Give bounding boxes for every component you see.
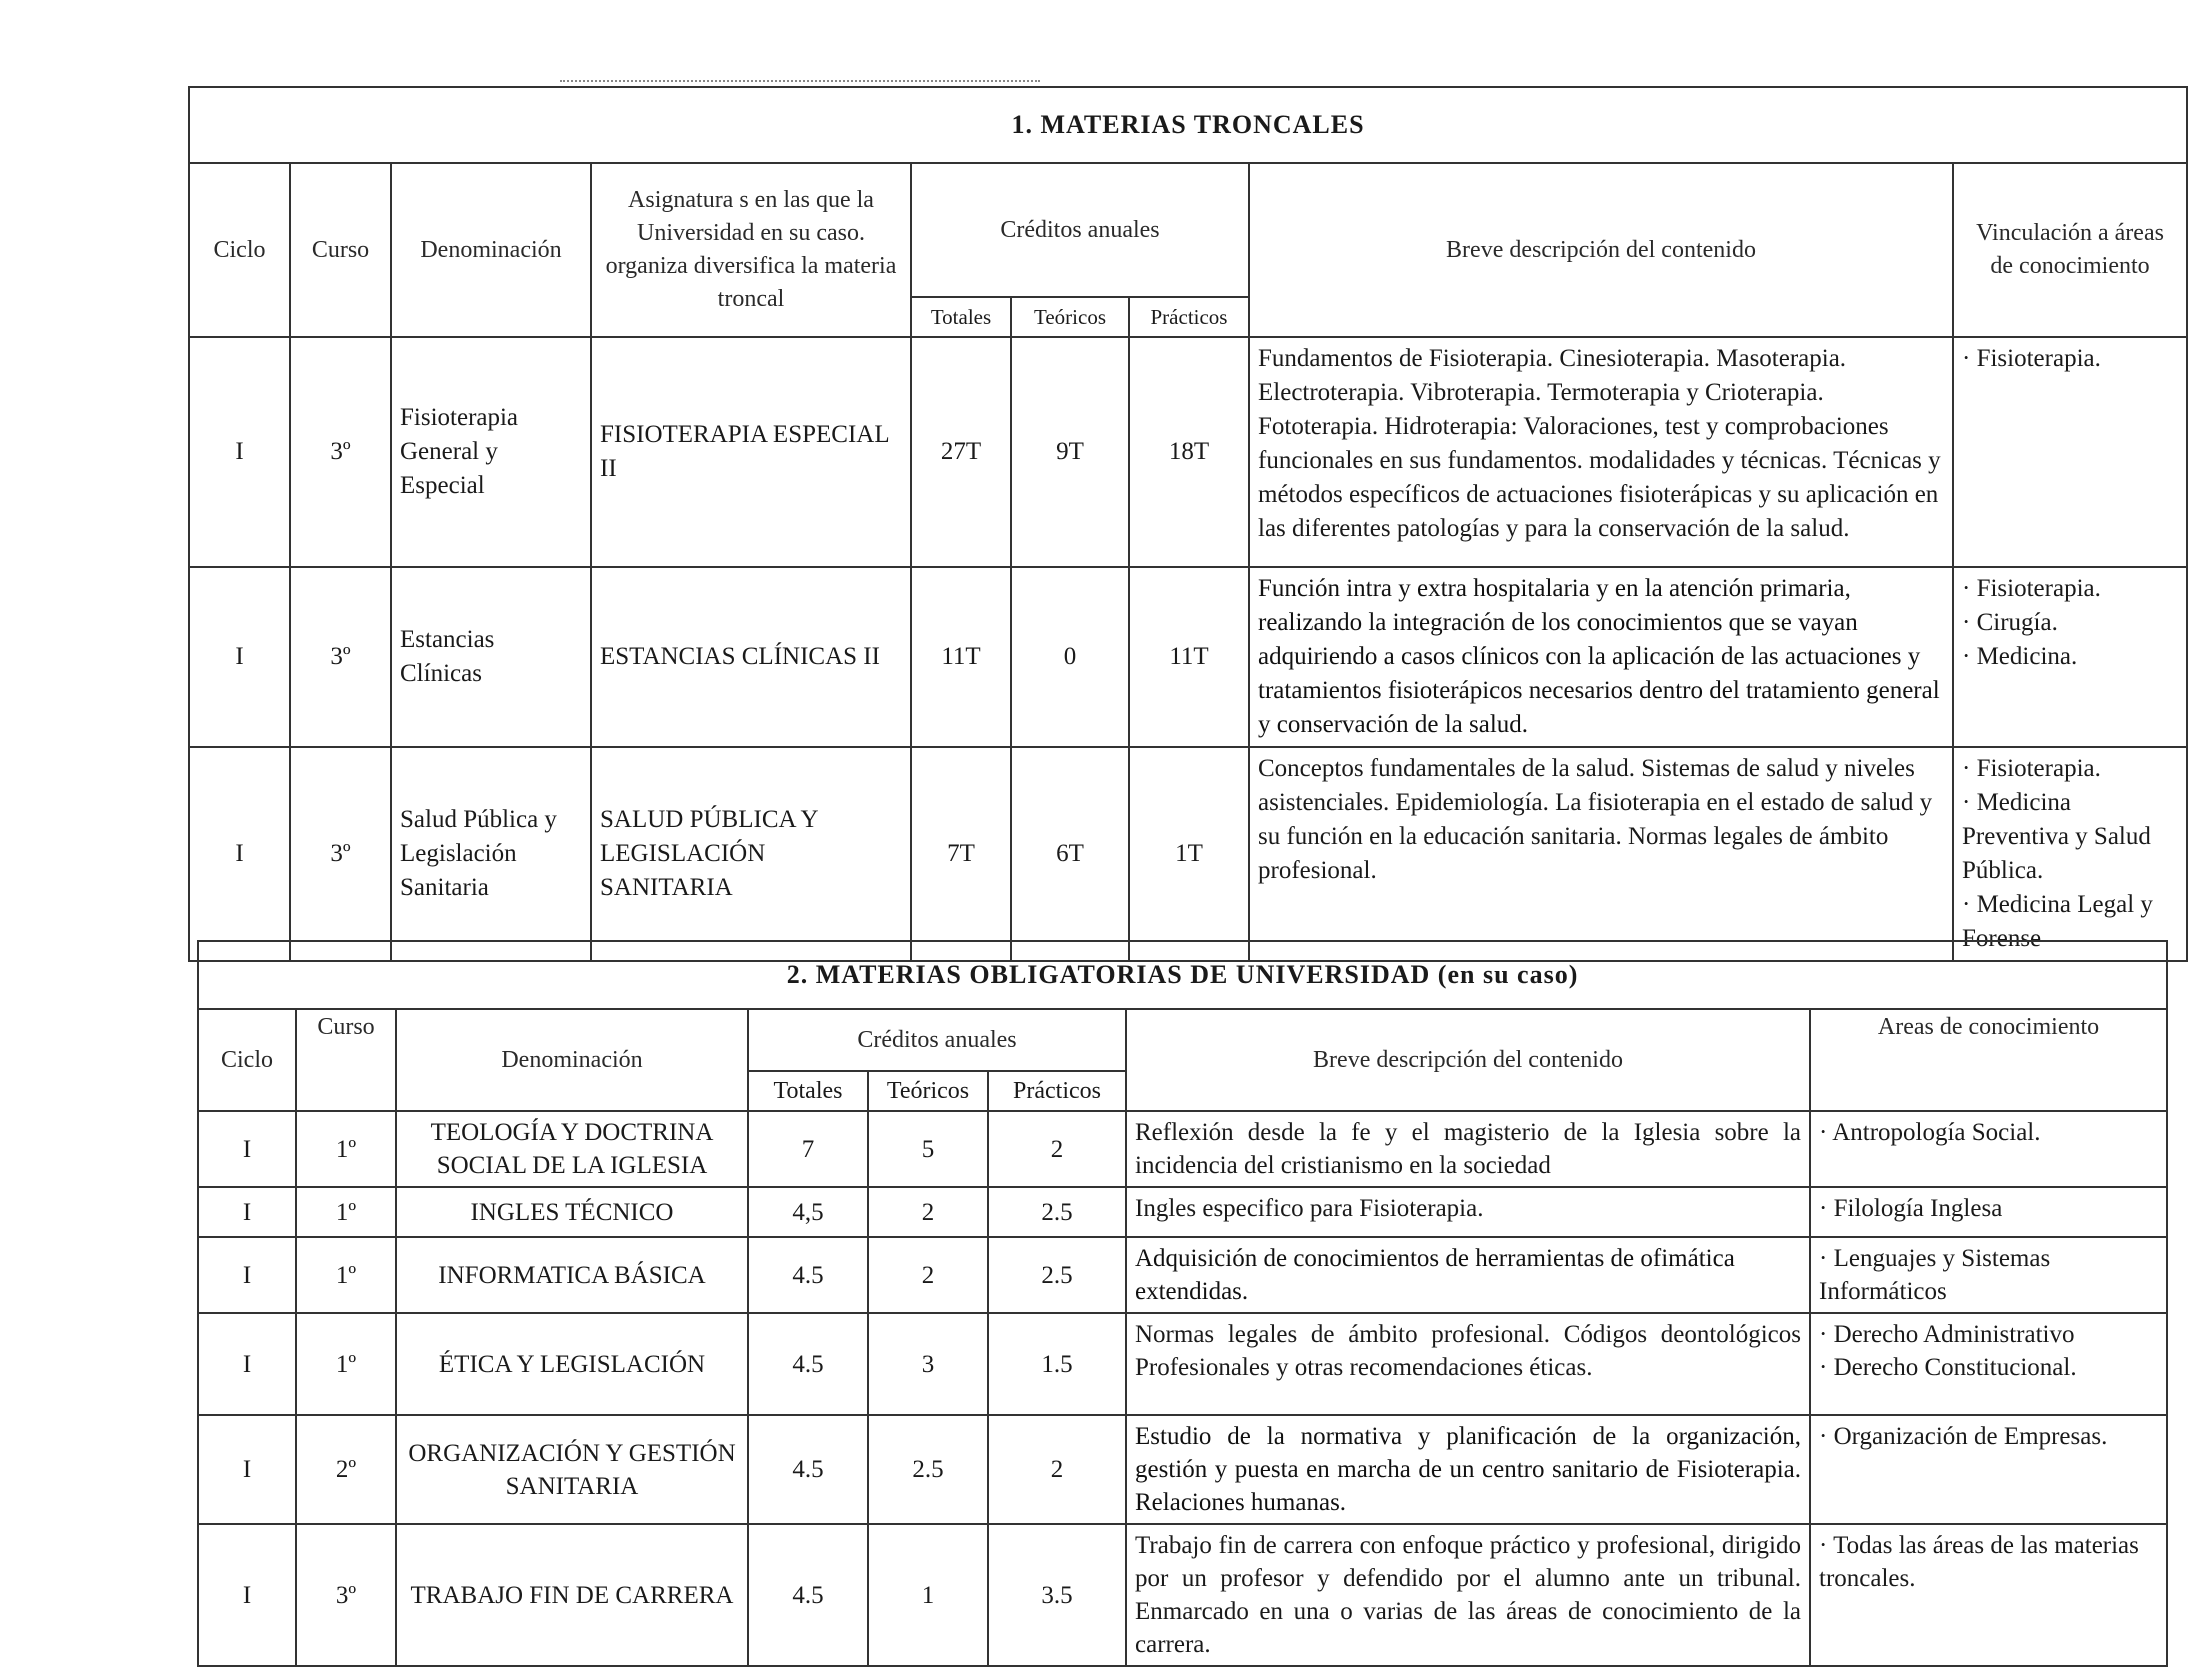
cell-practicos: 18T [1129,337,1249,567]
cell-practicos: 2 [988,1415,1126,1524]
cell-teoricos: 5 [868,1111,988,1187]
cell-practicos: 3.5 [988,1524,1126,1666]
cell-teoricos: 2.5 [868,1415,988,1524]
cell-descripcion: Normas legales de ámbito profesional. Códigos deontológicos Profesionales y otras recomendaciones éticas. [1126,1313,1810,1415]
cell-totales: 7 [748,1111,868,1187]
area-item: · Medicina Legal y Forense [1962,891,2153,952]
scan-noise-line [560,80,1040,82]
cell-practicos: 11T [1129,567,1249,747]
area-item: · Medicina Preventiva y Salud Pública. [1962,789,2151,884]
cell-teoricos: 9T [1011,337,1129,567]
cell-curso: 3º [290,337,391,567]
table-row [189,337,2187,567]
cell-descripcion: Trabajo fin de carrera con enfoque práctico y profesional, dirigido por un profesor y defendido por el alumno ante un tribunal. Enmarcado en una o varias de las áreas de conocimiento de la carrera. [1126,1524,1810,1666]
cell-descripcion: Función intra y extra hospitalaria y en la atención primaria, realizando la integración de los conocimientos que se vayan adquiriendo a casos clínicos con la aplicación de las actuaciones y tratamientos fisioterápicos necesarios dentro del tratamiento general y conservación de la salud. [1249,567,1953,747]
table-row [198,1111,2167,1187]
cell-totales: 27T [911,337,1011,567]
cell-practicos: 2.5 [988,1237,1126,1313]
cell-denominacion: ÉTICA Y LEGISLACIÓN [396,1313,748,1415]
cell-denominacion: INFORMATICA BÁSICA [396,1237,748,1313]
area-item: · Medicina. [1962,643,2078,670]
header-practicos: Prácticos [988,1071,1126,1111]
area-item: · Filología Inglesa [1819,1195,2003,1222]
cell-asignatura: FISIOTERAPIA ESPECIAL II [591,337,911,567]
cell-teoricos: 6T [1011,747,1129,961]
cell-practicos: 2 [988,1111,1126,1187]
cell-teoricos: 0 [1011,567,1129,747]
cell-areas [1953,747,2187,961]
area-item: · Derecho Constitucional. [1819,1354,2077,1381]
header-creditos: Créditos anuales [748,1009,1126,1071]
cell-areas [1810,1415,2167,1524]
header-denominacion: Denominación [391,163,591,337]
cell-asignatura: ESTANCIAS CLÍNICAS II [591,567,911,747]
cell-ciclo: I [198,1415,296,1524]
cell-ciclo: I [198,1187,296,1237]
cell-curso: 1º [296,1187,396,1237]
cell-curso: 3º [290,567,391,747]
table-row [198,1524,2167,1666]
cell-descripcion: Adquisición de conocimientos de herramientas de ofimática extendidas. [1126,1237,1810,1313]
cell-denominacion: TEOLOGÍA Y DOCTRINA SOCIAL DE LA IGLESIA [396,1111,748,1187]
cell-denominacion: Salud Pública y Legislación Sanitaria [391,747,591,961]
cell-areas [1953,337,2187,567]
section-title: 1. MATERIAS TRONCALES [189,87,2187,163]
header-areas: Areas de conocimiento [1810,1009,2167,1111]
materias-troncales-table [188,86,2188,962]
header-descripcion: Breve descripción del contenido [1126,1009,1810,1111]
cell-totales: 4.5 [748,1415,868,1524]
table-row [189,567,2187,747]
cell-denominacion: Fisioterapia General y Especial [391,337,591,567]
cell-totales: 11T [911,567,1011,747]
cell-areas [1810,1111,2167,1187]
cell-totales: 4.5 [748,1313,868,1415]
header-creditos: Créditos anuales [911,163,1249,297]
header-vinculacion: Vinculación a áreas de conocimiento [1953,163,2187,337]
header-descripcion: Breve descripción del contenido [1249,163,1953,337]
header-denominacion: Denominación [396,1009,748,1111]
cell-ciclo: I [189,337,290,567]
cell-teoricos: 2 [868,1237,988,1313]
area-item: · Derecho Administrativo [1819,1321,2075,1348]
cell-ciclo: I [189,567,290,747]
area-item: · Todas las áreas de las materias troncales. [1819,1532,2139,1592]
cell-practicos: 1.5 [988,1313,1126,1415]
cell-descripcion: Fundamentos de Fisioterapia. Cinesioterapia. Masoterapia. Electroterapia. Vibroterapia. Termoterapia y Crioterapia. Fototerapia. Hidroterapia: Valoraciones, test y comprobaciones funcionales en sus fundamentos. modalidades y técnicas. Técnicas y métodos específicos de actuaciones fisioterápicas y su aplicación en las diferentes patologías y para la conservación de la salud. [1249,337,1953,567]
cell-descripcion: Conceptos fundamentales de la salud. Sistemas de salud y niveles asistenciales. Epidemiología. La fisioterapia en el estado de salud y su función en la educación sanitaria. Normas legales de ámbito profesional. [1249,747,1953,961]
cell-curso: 3º [290,747,391,961]
cell-areas [1810,1313,2167,1415]
cell-denominacion: INGLES TÉCNICO [396,1187,748,1237]
cell-areas [1810,1187,2167,1237]
cell-areas [1953,567,2187,747]
cell-denominacion: Estancias Clínicas [391,567,591,747]
header-curso: Curso [290,163,391,337]
header-teoricos: Teóricos [868,1071,988,1111]
cell-descripcion: Estudio de la normativa y planificación de la organización, gestión y puesta en marcha de un centro sanitario de Fisioterapia. Relaciones humanas. [1126,1415,1810,1524]
cell-descripcion: Ingles especifico para Fisioterapia. [1126,1187,1810,1237]
cell-practicos: 2.5 [988,1187,1126,1237]
cell-denominacion: TRABAJO FIN DE CARRERA [396,1524,748,1666]
section-title: 2. MATERIAS OBLIGATORIAS DE UNIVERSIDAD (en su caso) [198,941,2167,1009]
area-item: · Organización de Empresas. [1819,1423,2108,1450]
cell-ciclo: I [198,1313,296,1415]
cell-ciclo: I [189,747,290,961]
area-item: · Fisioterapia. [1962,575,2101,602]
cell-teoricos: 3 [868,1313,988,1415]
header-teoricos: Teóricos [1011,297,1129,337]
cell-teoricos: 2 [868,1187,988,1237]
cell-teoricos: 1 [868,1524,988,1666]
cell-areas [1810,1524,2167,1666]
table-row [198,1187,2167,1237]
area-item: · Cirugía. [1962,609,2058,636]
cell-curso: 2º [296,1415,396,1524]
cell-curso: 1º [296,1237,396,1313]
header-curso: Curso [296,1009,396,1111]
cell-denominacion: ORGANIZACIÓN Y GESTIÓN SANITARIA [396,1415,748,1524]
cell-ciclo: I [198,1237,296,1313]
cell-totales: 4,5 [748,1187,868,1237]
cell-ciclo: I [198,1111,296,1187]
area-item: · Fisioterapia. [1962,755,2101,782]
table-row [198,1415,2167,1524]
cell-curso: 1º [296,1313,396,1415]
materias-obligatorias-table [197,940,2168,1667]
header-totales: Totales [748,1071,868,1111]
header-practicos: Prácticos [1129,297,1249,337]
area-item: · Antropología Social. [1819,1119,2041,1146]
cell-areas [1810,1237,2167,1313]
header-ciclo: Ciclo [189,163,290,337]
table-row [198,1313,2167,1415]
cell-ciclo: I [198,1524,296,1666]
cell-curso: 3º [296,1524,396,1666]
header-ciclo: Ciclo [198,1009,296,1111]
table-row [198,1237,2167,1313]
cell-totales: 4.5 [748,1237,868,1313]
cell-practicos: 1T [1129,747,1249,961]
header-totales: Totales [911,297,1011,337]
cell-asignatura: SALUD PÚBLICA Y LEGISLACIÓN SANITARIA [591,747,911,961]
cell-totales: 7T [911,747,1011,961]
cell-descripcion: Reflexión desde la fe y el magisterio de la Iglesia sobre la incidencia del cristianismo en la sociedad [1126,1111,1810,1187]
area-item: · Lenguajes y Sistemas Informáticos [1819,1245,2051,1305]
cell-curso: 1º [296,1111,396,1187]
header-asignaturas: Asignatura s en las que la Universidad en su caso. organiza diversifica la materia troncal [591,163,911,337]
area-item: · Fisioterapia. [1962,345,2101,372]
cell-totales: 4.5 [748,1524,868,1666]
table-row [189,747,2187,961]
